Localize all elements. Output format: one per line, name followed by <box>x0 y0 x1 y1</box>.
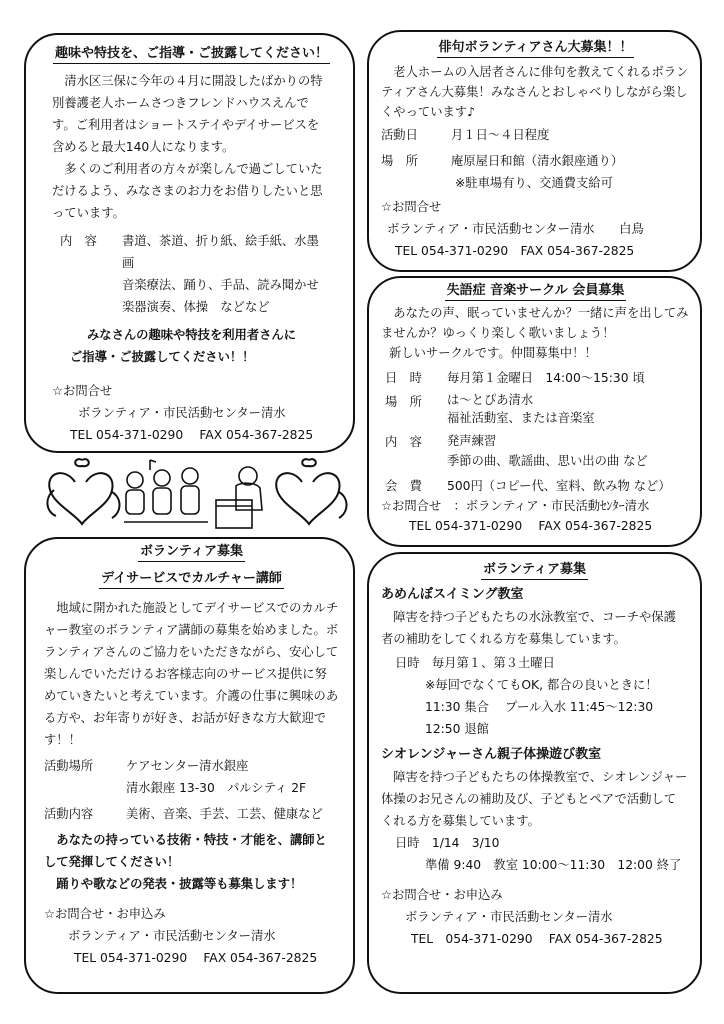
instructor-place-row <box>44 755 339 799</box>
music-date-value: 毎月第１金曜日 14:00～15:30 頃 <box>447 371 645 385</box>
music-content-value-2: 季節の曲、歌謡曲、思い出の曲 など <box>447 454 648 468</box>
instructor-title: ボランティア募集 <box>44 543 339 562</box>
culture-instructor-box <box>24 537 355 994</box>
swimming-class-time-2: 12:50 退館 <box>425 722 489 736</box>
instructor-content-value: 美術、音楽、手芸、工芸、健康など <box>126 807 323 821</box>
gym-class-time: 準備 9:40 教室 10:00～11:30 12:00 終了 <box>425 858 682 872</box>
heart-ribbon-icon-right <box>276 459 346 524</box>
hobby-body-2: 多くのご利用者の方々が楽しんで過ごしていただけるよう、みなさまのお力をお借りしたいと思っています。 <box>52 162 323 220</box>
music-content-key: 内 容 <box>385 435 422 449</box>
swimming-class-note: ※毎回でなくてもOK, 都合の良いときに！ <box>425 678 658 692</box>
contact-heading: ☆お問合せ・お申込み <box>44 907 166 921</box>
music-place-value: は～とぴあ清水 <box>447 393 534 407</box>
contact-org: ボランティア・市民活動センター清水 <box>78 406 286 420</box>
swimming-gym-volunteer-box <box>367 552 702 994</box>
hobby-body: 清水区三保に今年の４月に開設したばかりの特別養護老人ホームさつきフレンドハウスえんです。ご利用者はショートステイやデイサービスを含めると最大140人になります。 <box>52 74 323 154</box>
hobby-appeal-2: ご指導・ご披露してください！！ <box>70 350 255 364</box>
contact-heading: ☆お問合せ・お申込み <box>381 888 503 902</box>
piano-player-icon <box>216 467 262 528</box>
music-content-value: 発声練習 <box>447 434 497 448</box>
music-circle-box <box>367 276 702 547</box>
instructor-content-row <box>44 803 339 825</box>
haiku-date-value: 月１日～４日程度 <box>451 128 550 142</box>
instructor-place-value-2: 清水銀座 13-30 パルシティ 2F <box>126 781 307 795</box>
music-place-row <box>381 391 690 427</box>
music-body: あなたの声、眠っていませんか？一緒に声を出してみませんか？ゆっくり楽しく歌いましょう！ <box>381 306 689 340</box>
haiku-date-row <box>381 124 690 146</box>
music-content-row <box>381 431 690 471</box>
music-fee-row <box>381 475 690 497</box>
swimming-class-time: 11:30 集合 プール入水 11:45～12:30 <box>425 700 654 714</box>
haiku-date-key: 活動日 <box>381 128 418 142</box>
contact-phone: TEL 054-371-0290 FAX 054-367-2825 <box>70 428 314 442</box>
swimming-class-date: 日時 毎月第１、第３土曜日 <box>395 656 555 670</box>
hobby-contact <box>52 380 331 446</box>
music-date-key: 日 時 <box>385 371 422 385</box>
music-date-row <box>381 367 690 389</box>
swimming-class-body: 障害を持つ子どもたちの水泳教室で、コーチや保護者の補助をしてくれる方を募集しています。 <box>381 610 676 646</box>
contact-org: ボランティア・市民活動センター清水 白鳥 <box>387 222 644 236</box>
instructor-place-key: 活動場所 <box>44 759 94 773</box>
instructor-contact <box>44 903 339 969</box>
swimming-class-title: あめんぼスイミング教室 <box>381 587 524 602</box>
contact-phone: TEL 054-371-0290 FAX 054-367-2825 <box>74 951 318 965</box>
instructor-appeal-2: 踊りや歌などの発表・披露等も募集します！ <box>56 877 303 891</box>
instructor-body: 地域に開かれた施設としてデイサービスでのカルチャー教室のボランティア講師の募集を始めました。ボランティアさんのご協力をいただきながら、安心して楽しんでいただけるお客様志向のサービス提供に努めていきたいと考えています。介護の仕事に興味のある方や、お年寄りが好き、お話が好きな方大歓迎です！！ <box>44 601 339 747</box>
hobby-appeal-1: みなさんの趣味や特技を利用者さんに <box>86 328 297 342</box>
instructor-subtitle: デイサービスでカルチャー講師 <box>44 570 339 589</box>
hobby-content-key: 内 容 <box>60 234 97 248</box>
music-body-2: 新しいサークルです。仲間募集中！！ <box>389 346 597 360</box>
music-place-value-2: 福祉活動室、または音楽室 <box>447 411 595 425</box>
hobby-skills-box <box>24 33 355 453</box>
haiku-title: 俳句ボランティアさん大募集！！ <box>381 39 690 58</box>
hobby-content-line: 音楽療法、踊り、手品、読み聞かせ <box>122 278 319 292</box>
gym-class-title: シオレンジャーさん親子体操遊び教室 <box>381 747 602 762</box>
contact-phone: TEL 054-371-0290 FAX 054-367-2825 <box>395 244 635 258</box>
gym-class-date: 日時 1/14 3/10 <box>395 836 500 850</box>
seniors-singing-icon <box>124 460 208 522</box>
decorative-illustration <box>40 452 360 537</box>
music-contact: ☆お問合せ ：ボランティア・市民活動ｾﾝﾀｰ清水 <box>381 499 650 513</box>
contact-heading: ☆お問合せ <box>381 200 442 214</box>
hobby-content-line: 楽器演奏、体操 などなど <box>122 300 270 314</box>
music-fee-key: 会 費 <box>385 479 422 493</box>
music-place-key: 場 所 <box>385 395 422 409</box>
volunteer-contact <box>381 884 688 950</box>
haiku-place-row <box>381 150 690 194</box>
instructor-appeal-1: あなたの持っている技術・特技・才能を、講師として発揮してください！ <box>44 833 327 869</box>
haiku-volunteer-box <box>367 30 702 272</box>
music-contact-phone: TEL 054-371-0290 FAX 054-367-2825 <box>409 519 653 533</box>
volunteer-title: ボランティア募集 <box>381 561 688 580</box>
haiku-place-value: 庵原屋日和館（清水銀座通り） <box>451 154 624 168</box>
haiku-place-key: 場 所 <box>381 154 418 168</box>
heart-ribbon-icon-left <box>47 459 119 524</box>
hobby-title: 趣味や特技を、ご指導・ご披露してください！ <box>52 45 331 64</box>
contact-org: ボランティア・市民活動センター清水 <box>405 910 613 924</box>
instructor-content-key: 活動内容 <box>44 807 94 821</box>
music-title: 失語症 音楽サークル 会員募集 <box>381 282 690 301</box>
music-fee-value: 500円（コピー代、室料、飲み物 など） <box>447 479 671 493</box>
contact-heading: ☆お問合せ <box>52 384 113 398</box>
haiku-contact <box>381 196 690 262</box>
contact-phone: TEL 054-371-0290 FAX 054-367-2825 <box>411 932 663 946</box>
gym-class-body: 障害を持つ子どもたちの体操教室で、シオレンジャー体操のお兄さんの補助及び、子どもとペアで活動してくれる方を募集しています。 <box>381 770 688 828</box>
instructor-place-value: ケアセンター清水銀座 <box>126 759 249 773</box>
haiku-place-note: ※駐車場有り、交通費支給可 <box>455 176 613 190</box>
contact-org: ボランティア・市民活動センター清水 <box>68 929 276 943</box>
hobby-content-row <box>52 230 331 318</box>
haiku-body: 老人ホームの入居者さんに俳句を教えてくれるボランティアさん大募集！みなさんとおしゃべりしながら楽しくやっています♪ <box>381 65 689 119</box>
hobby-content-line: 書道、茶道、折り紙、絵手紙、水墨画 <box>122 234 319 270</box>
